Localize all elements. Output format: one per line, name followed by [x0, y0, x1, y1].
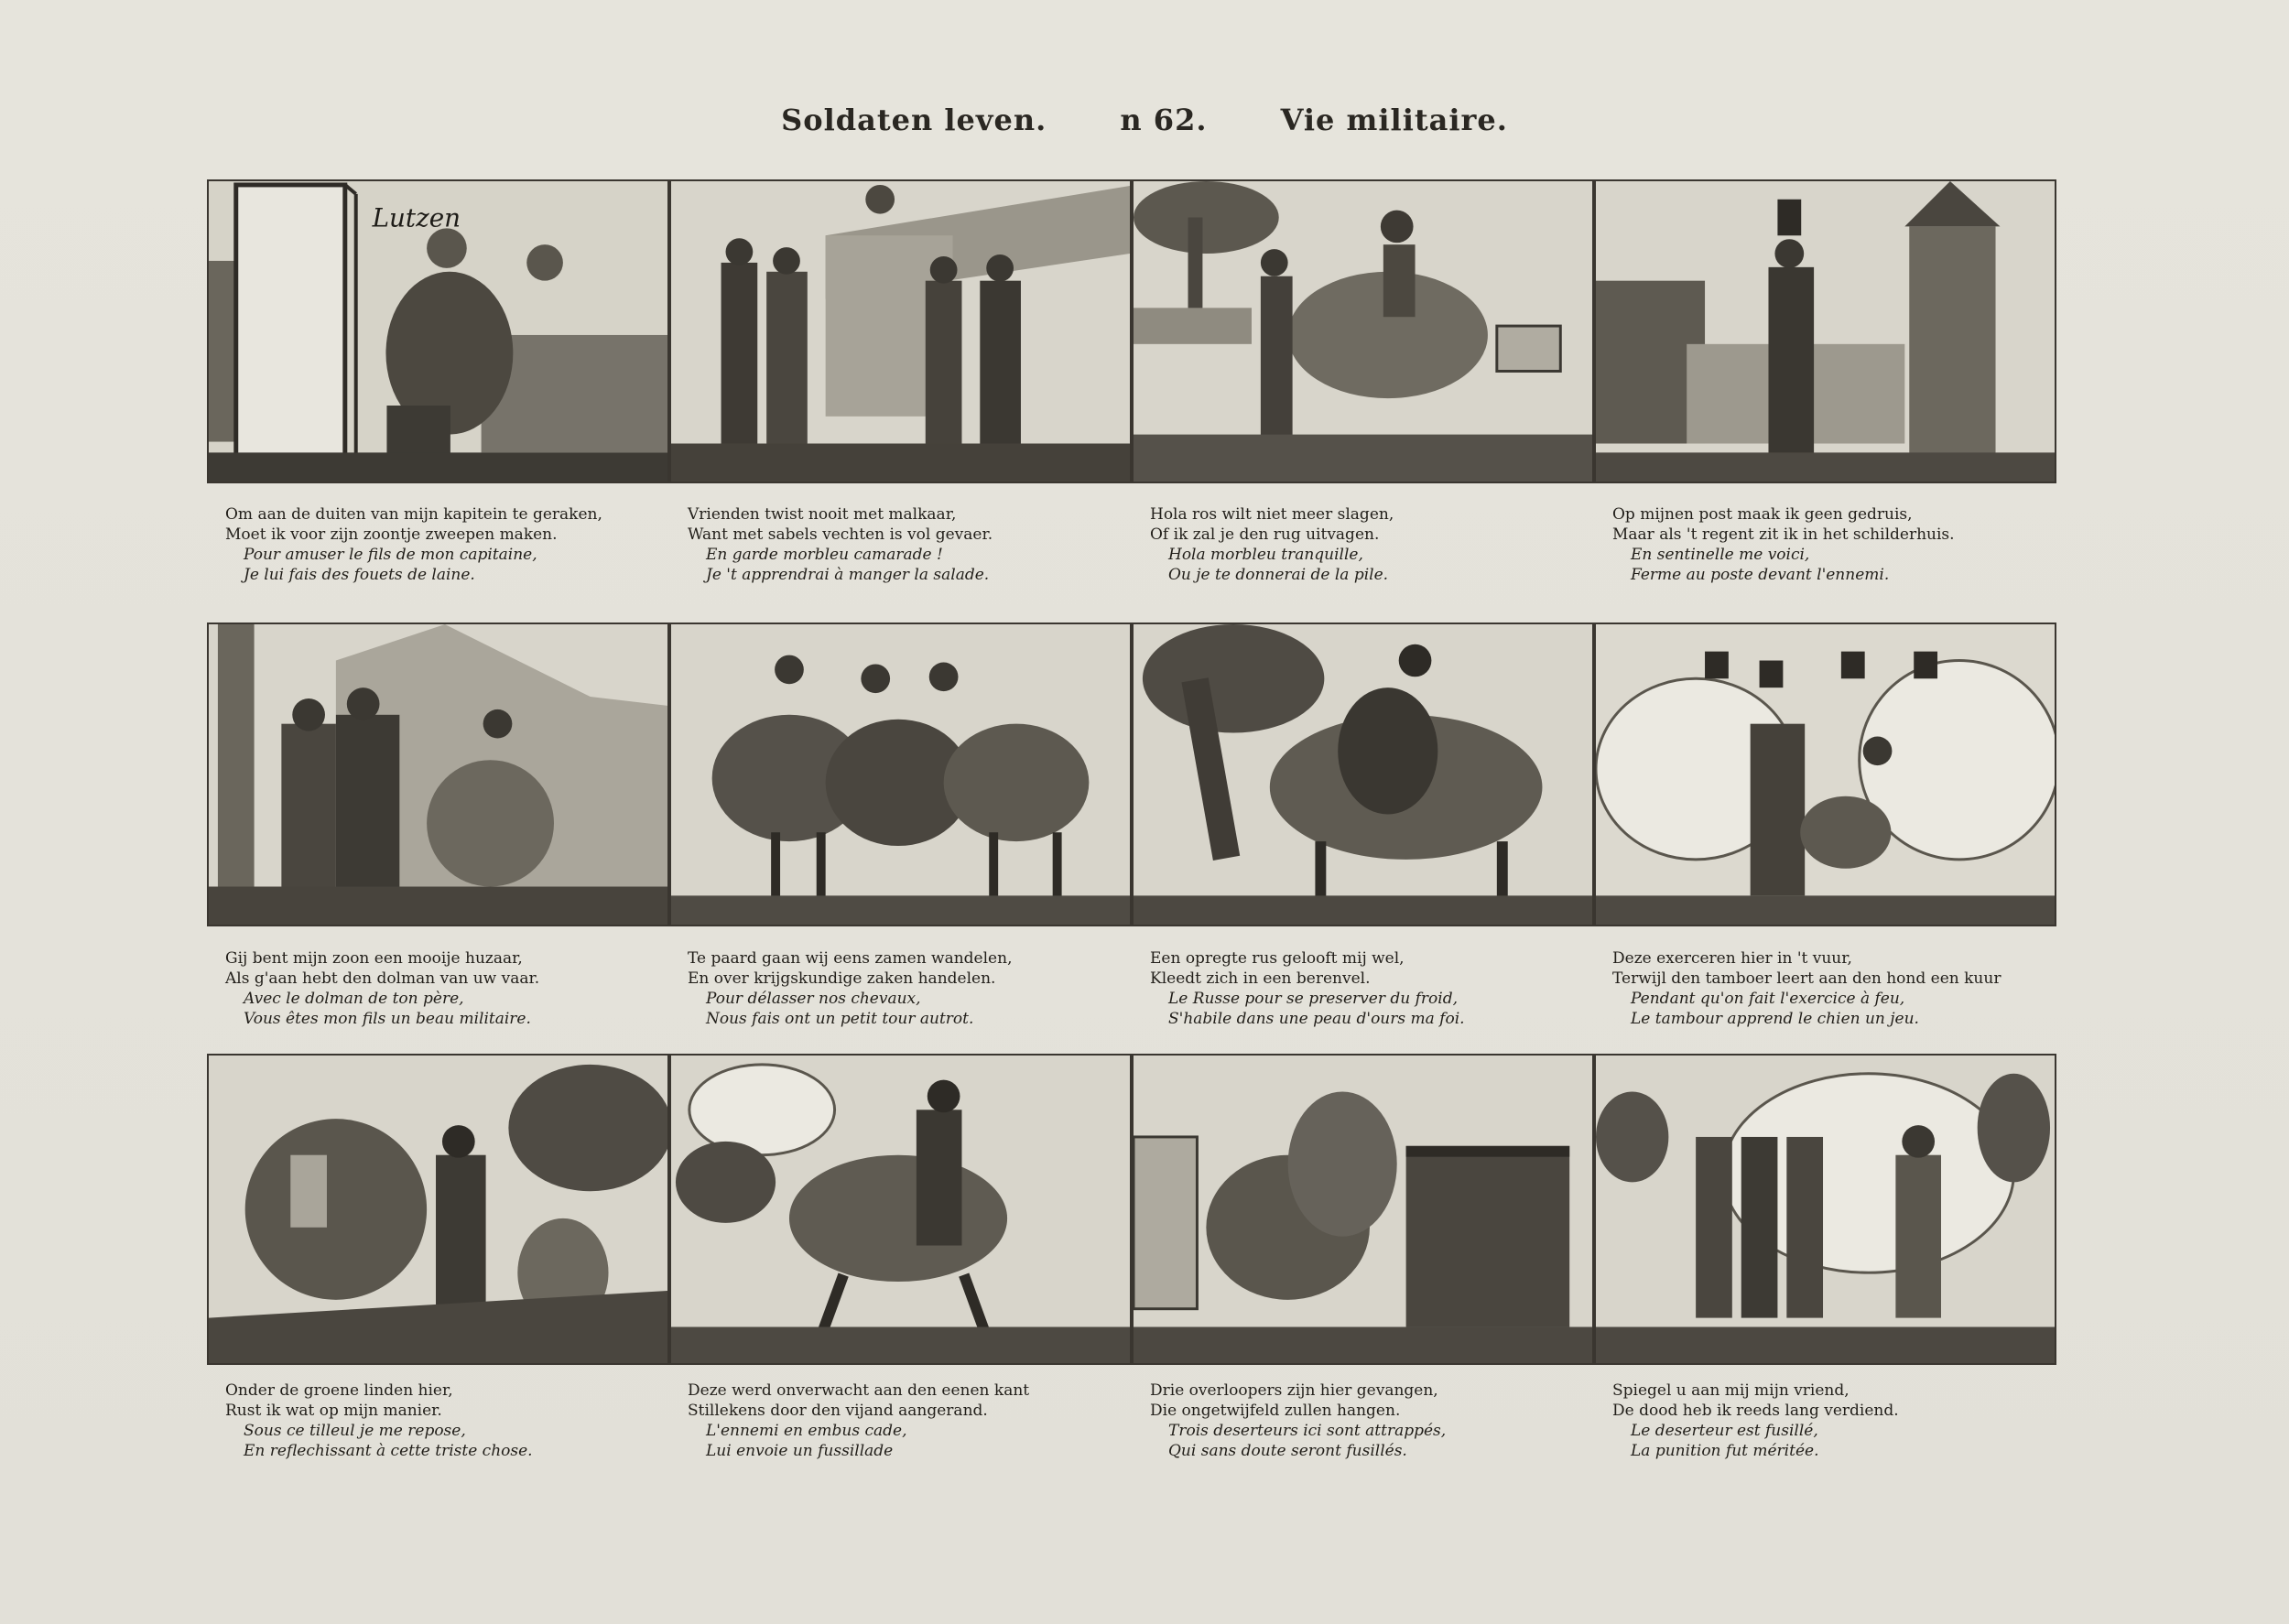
caption-fr-line: La punition fut méritée.	[1631, 1442, 1819, 1460]
caption-6	[669, 948, 1132, 1029]
panel-grid	[207, 179, 2058, 1516]
woodcut-resting-under-linden	[207, 1054, 669, 1365]
caption-5	[207, 948, 669, 1029]
woodcut-sentry-at-post	[1594, 179, 2056, 483]
caption-fr-line: L'ennemi en embus cade,	[706, 1422, 907, 1440]
caption-fr-line: En reflechissant à cette triste chose.	[244, 1442, 533, 1460]
caption-nl-line: Rust ik wat op mijn manier.	[225, 1402, 442, 1420]
caption-fr-line: S'habile dans une peau d'ours ma foi.	[1168, 1010, 1465, 1028]
caption-nl-line: Drie overloopers zijn hier gevangen,	[1150, 1381, 1438, 1400]
caption-fr-line: Pendant qu'on fait l'exercice à feu,	[1631, 990, 1905, 1008]
caption-nl-line: Terwijl den tamboer leert aan den hond een kuur	[1612, 969, 2002, 988]
woodcut-hussar-family	[207, 623, 669, 926]
caption-nl-line: Kleedt zich in een berenvel.	[1150, 969, 1371, 988]
caption-nl-line: Om aan de duiten van mijn kapitein te geraken,	[225, 505, 602, 524]
woodcut-cavalry-ride	[669, 623, 1132, 926]
caption-fr-line: Je 't apprendrai à manger la salade.	[706, 566, 990, 584]
caption-9	[207, 1380, 669, 1461]
title-dutch: Soldaten leven.	[781, 103, 1047, 137]
caption-10	[669, 1380, 1132, 1461]
woodcut-soldiers-dueling	[669, 179, 1132, 483]
woodcut-ambush-fusillade	[669, 1054, 1132, 1365]
caption-fr-line: Avec le dolman de ton père,	[244, 990, 464, 1008]
caption-nl-line: Vrienden twist nooit met malkaar,	[688, 505, 957, 524]
caption-nl-line: Maar als 't regent zit ik in het schilderhuis.	[1612, 525, 1955, 544]
caption-nl-line: Want met sabels vechten is vol gevaer.	[688, 525, 993, 544]
caption-nl-line: Moet ik voor zijn zoontje zweepen maken.	[225, 525, 558, 544]
caption-nl-line: Stillekens door den vijand aangerand.	[688, 1402, 988, 1420]
caption-nl-line: Op mijnen post maak ik geen gedruis,	[1612, 505, 1913, 524]
caption-4	[1594, 504, 2056, 585]
caption-nl-line: Te paard gaan wij eens zamen wandelen,	[688, 949, 1013, 968]
sheet-number: n 62.	[1120, 103, 1208, 137]
caption-fr-line: Sous ce tilleul je me repose,	[244, 1422, 466, 1440]
caption-fr-line: En garde morbleu camarade !	[706, 546, 943, 564]
woodcut-execution	[1594, 1054, 2056, 1365]
caption-fr-line: Trois deserteurs ici sont attrappés,	[1168, 1422, 1447, 1440]
caption-nl-line: Een opregte rus gelooft mij wel,	[1150, 949, 1405, 968]
caption-fr-line: Le deserteur est fusillé,	[1631, 1422, 1818, 1440]
woodcut-rider-and-horse	[1132, 179, 1594, 483]
caption-12	[1594, 1380, 2056, 1461]
caption-nl-line: Spiegel u aan mij mijn vriend,	[1612, 1381, 1850, 1400]
caption-fr-line: Nous fais ont un petit tour autrot.	[706, 1010, 974, 1028]
woodcut-drill-with-drum	[1594, 623, 2056, 926]
title-french: Vie militaire.	[1280, 103, 1508, 137]
caption-fr-line: Le tambour apprend le chien un jeu.	[1631, 1010, 1919, 1028]
caption-11	[1132, 1380, 1594, 1461]
caption-fr-line: Lui envoie un fussillade	[706, 1442, 894, 1460]
caption-fr-line: Vous êtes mon fils un beau militaire.	[244, 1010, 531, 1028]
caption-8	[1594, 948, 2056, 1029]
caption-nl-line: Deze werd onverwacht aan den eenen kant	[688, 1381, 1030, 1400]
woodcut-deserters-captured	[1132, 1054, 1594, 1365]
caption-nl-line: Als g'aan hebt den dolman van uw vaar.	[225, 969, 540, 988]
woodcut-officer-with-child	[207, 179, 669, 483]
caption-1	[207, 504, 669, 585]
caption-7	[1132, 948, 1594, 1029]
caption-fr-line: Je lui fais des fouets de laine.	[244, 566, 475, 584]
lutzen-inscription: Lutzen	[372, 202, 461, 233]
caption-nl-line: Hola ros wilt niet meer slagen,	[1150, 505, 1394, 524]
caption-nl-line: Of ik zal je den rug uitvagen.	[1150, 525, 1380, 544]
caption-fr-line: Pour amuser le fils de mon capitaine,	[244, 546, 537, 564]
caption-fr-line: Hola morbleu tranquille,	[1168, 546, 1363, 564]
caption-nl-line: Die ongetwijfeld zullen hangen.	[1150, 1402, 1401, 1420]
caption-nl-line: Deze exerceren hier in 't vuur,	[1612, 949, 1852, 968]
caption-nl-line: De dood heb ik reeds lang verdiend.	[1612, 1402, 1899, 1420]
caption-nl-line: Gij bent mijn zoon een mooije huzaar,	[225, 949, 523, 968]
caption-fr-line: Pour délasser nos chevaux,	[706, 990, 921, 1008]
caption-nl-line: Onder de groene linden hier,	[225, 1381, 453, 1400]
caption-fr-line: Le Russe pour se preserver du froid,	[1168, 990, 1458, 1008]
page-title	[0, 103, 2289, 137]
caption-fr-line: Qui sans doute seront fusillés.	[1168, 1442, 1407, 1460]
caption-fr-line: Ou je te donnerai de la pile.	[1168, 566, 1389, 584]
caption-3	[1132, 504, 1594, 585]
caption-nl-line: En over krijgskundige zaken handelen.	[688, 969, 996, 988]
caption-2	[669, 504, 1132, 585]
caption-fr-line: En sentinelle me voici,	[1631, 546, 1810, 564]
caption-fr-line: Ferme au poste devant l'ennemi.	[1631, 566, 1890, 584]
woodcut-russian-rider	[1132, 623, 1594, 926]
